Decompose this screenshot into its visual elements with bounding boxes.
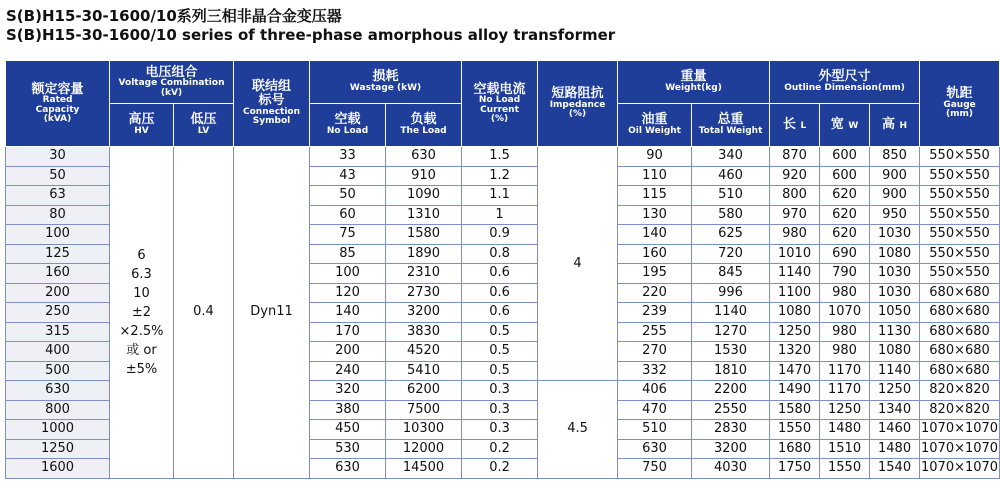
cell-gauge: 1070×1070 <box>920 420 1000 440</box>
cell-load: 630 <box>386 147 462 167</box>
cell-h: 1030 <box>870 225 920 245</box>
header-capacity: 额定容量 Rated Capacity (kVA) <box>6 61 110 147</box>
cell-total: 2550 <box>692 400 770 420</box>
cell-current: 0.5 <box>462 342 538 362</box>
cell-total: 720 <box>692 244 770 264</box>
cell-current: 0.2 <box>462 459 538 479</box>
header-total-weight: 总重 Total Weight <box>692 104 770 147</box>
cell-gauge: 550×550 <box>920 186 1000 206</box>
cell-w: 1170 <box>820 381 870 401</box>
header-connection: 联结组 标号 Connection Symbol <box>234 61 310 147</box>
header-oil-weight: 油重 Oil Weight <box>618 104 692 147</box>
cell-w: 980 <box>820 322 870 342</box>
cell-impedance-merged: 4.5 <box>538 381 618 479</box>
header-weight: 重量 Weight(kg) <box>618 61 770 104</box>
cell-current: 0.3 <box>462 400 538 420</box>
cell-gauge: 1070×1070 <box>920 459 1000 479</box>
cell-load: 14500 <box>386 459 462 479</box>
cell-gauge: 1070×1070 <box>920 439 1000 459</box>
cell-total: 1140 <box>692 303 770 323</box>
cell-current: 1.5 <box>462 147 538 167</box>
cell-h: 1030 <box>870 283 920 303</box>
cell-l: 920 <box>770 166 820 186</box>
cell-w: 620 <box>820 186 870 206</box>
header-width: 宽 W <box>820 104 870 147</box>
cell-current: 1.1 <box>462 186 538 206</box>
cell-gauge: 550×550 <box>920 225 1000 245</box>
table-body <box>6 147 1000 479</box>
cell-no-load: 380 <box>310 400 386 420</box>
cell-oil: 115 <box>618 186 692 206</box>
cell-no-load: 43 <box>310 166 386 186</box>
hv-line: 10 <box>133 285 150 301</box>
header-hv: 高压 HV <box>110 104 174 147</box>
cell-hv-merged <box>110 147 174 479</box>
cell-capacity: 400 <box>6 342 110 362</box>
cell-total: 2830 <box>692 420 770 440</box>
cell-w: 1250 <box>820 400 870 420</box>
cell-total: 1530 <box>692 342 770 362</box>
cell-oil: 630 <box>618 439 692 459</box>
cell-w: 980 <box>820 342 870 362</box>
cell-h: 1080 <box>870 342 920 362</box>
cell-h: 1540 <box>870 459 920 479</box>
cell-total: 340 <box>692 147 770 167</box>
cell-capacity: 80 <box>6 205 110 225</box>
cell-current: 0.8 <box>462 244 538 264</box>
cell-w: 600 <box>820 147 870 167</box>
cell-h: 1030 <box>870 264 920 284</box>
cell-h: 1480 <box>870 439 920 459</box>
cell-gauge: 680×680 <box>920 322 1000 342</box>
header-gauge: 轨距 Gauge (mm) <box>920 61 1000 147</box>
cell-current: 0.3 <box>462 420 538 440</box>
header-wastage: 损耗 Wastage (kW) <box>310 61 462 104</box>
cell-w: 790 <box>820 264 870 284</box>
cell-current: 0.6 <box>462 303 538 323</box>
cell-load: 1580 <box>386 225 462 245</box>
cell-h: 1140 <box>870 361 920 381</box>
cell-gauge: 550×550 <box>920 264 1000 284</box>
header-no-load: 空载 No Load <box>310 104 386 147</box>
cell-load: 1310 <box>386 205 462 225</box>
cell-oil: 130 <box>618 205 692 225</box>
cell-capacity: 1600 <box>6 459 110 479</box>
cell-gauge: 680×680 <box>920 303 1000 323</box>
cell-load: 2730 <box>386 283 462 303</box>
cell-capacity: 50 <box>6 166 110 186</box>
cell-l: 1580 <box>770 400 820 420</box>
cell-capacity: 800 <box>6 400 110 420</box>
cell-capacity: 125 <box>6 244 110 264</box>
cell-oil: 510 <box>618 420 692 440</box>
cell-capacity: 1000 <box>6 420 110 440</box>
cell-total: 510 <box>692 186 770 206</box>
cell-load: 7500 <box>386 400 462 420</box>
cell-no-load: 630 <box>310 459 386 479</box>
cell-total: 1270 <box>692 322 770 342</box>
cell-capacity: 160 <box>6 264 110 284</box>
cell-current: 0.5 <box>462 361 538 381</box>
cell-capacity: 500 <box>6 361 110 381</box>
cell-oil: 110 <box>618 166 692 186</box>
cell-load: 12000 <box>386 439 462 459</box>
hv-line: 或 or <box>126 342 157 358</box>
cell-l: 1080 <box>770 303 820 323</box>
cell-gauge: 820×820 <box>920 381 1000 401</box>
cell-w: 1170 <box>820 361 870 381</box>
cell-h: 850 <box>870 147 920 167</box>
cell-l: 1680 <box>770 439 820 459</box>
header-noload-current: 空载电流 No Load Current (%) <box>462 61 538 147</box>
cell-l: 1470 <box>770 361 820 381</box>
cell-load: 910 <box>386 166 462 186</box>
cell-l: 1140 <box>770 264 820 284</box>
cell-h: 900 <box>870 166 920 186</box>
cell-total: 460 <box>692 166 770 186</box>
cell-gauge: 820×820 <box>920 400 1000 420</box>
cell-capacity: 1250 <box>6 439 110 459</box>
cell-capacity: 63 <box>6 186 110 206</box>
header-impedance: 短路阻抗 Impedance (%) <box>538 61 618 147</box>
cell-oil: 470 <box>618 400 692 420</box>
cell-current: 0.6 <box>462 283 538 303</box>
cell-l: 1490 <box>770 381 820 401</box>
cell-oil: 750 <box>618 459 692 479</box>
cell-capacity: 630 <box>6 381 110 401</box>
cell-total: 580 <box>692 205 770 225</box>
title-english: S(B)H15-30-1600/10 series of three-phase amorphous alloy transformer <box>6 26 616 44</box>
cell-current: 0.3 <box>462 381 538 401</box>
cell-oil: 140 <box>618 225 692 245</box>
cell-load: 1890 <box>386 244 462 264</box>
cell-oil: 220 <box>618 283 692 303</box>
cell-load: 10300 <box>386 420 462 440</box>
cell-no-load: 200 <box>310 342 386 362</box>
header-length: 长 L <box>770 104 820 147</box>
cell-capacity: 250 <box>6 303 110 323</box>
cell-l: 1320 <box>770 342 820 362</box>
cell-lv-merged: 0.4 <box>174 147 234 479</box>
cell-total: 845 <box>692 264 770 284</box>
cell-oil: 270 <box>618 342 692 362</box>
cell-current: 0.9 <box>462 225 538 245</box>
cell-gauge: 550×550 <box>920 166 1000 186</box>
cell-gauge: 550×550 <box>920 244 1000 264</box>
cell-no-load: 75 <box>310 225 386 245</box>
cell-no-load: 320 <box>310 381 386 401</box>
cell-no-load: 120 <box>310 283 386 303</box>
cell-w: 620 <box>820 225 870 245</box>
cell-no-load: 85 <box>310 244 386 264</box>
cell-connection-merged: Dyn11 <box>234 147 310 479</box>
cell-w: 1550 <box>820 459 870 479</box>
cell-w: 1480 <box>820 420 870 440</box>
cell-capacity: 200 <box>6 283 110 303</box>
cell-l: 1750 <box>770 459 820 479</box>
cell-current: 1 <box>462 205 538 225</box>
cell-load: 6200 <box>386 381 462 401</box>
cell-w: 600 <box>820 166 870 186</box>
cell-oil: 239 <box>618 303 692 323</box>
cell-current: 0.2 <box>462 439 538 459</box>
cell-l: 1250 <box>770 322 820 342</box>
cell-current: 0.5 <box>462 322 538 342</box>
hv-line: ×2.5% <box>119 323 164 339</box>
header-lv: 低压 LV <box>174 104 234 147</box>
cell-h: 1130 <box>870 322 920 342</box>
cell-no-load: 60 <box>310 205 386 225</box>
cell-gauge: 550×550 <box>920 147 1000 167</box>
header-dimension: 外型尺寸 Outline Dimension(mm) <box>770 61 920 104</box>
cell-load: 3830 <box>386 322 462 342</box>
cell-no-load: 170 <box>310 322 386 342</box>
table-row <box>6 147 1000 167</box>
cell-h: 950 <box>870 205 920 225</box>
cell-w: 1510 <box>820 439 870 459</box>
cell-no-load: 33 <box>310 147 386 167</box>
cell-w: 620 <box>820 205 870 225</box>
cell-gauge: 680×680 <box>920 361 1000 381</box>
cell-w: 1070 <box>820 303 870 323</box>
cell-no-load: 140 <box>310 303 386 323</box>
cell-l: 980 <box>770 225 820 245</box>
cell-l: 870 <box>770 147 820 167</box>
hv-line: ±5% <box>125 361 158 377</box>
hv-line: ±2 <box>131 304 152 320</box>
cell-oil: 255 <box>618 322 692 342</box>
cell-total: 4030 <box>692 459 770 479</box>
spec-table <box>5 60 1000 479</box>
cell-gauge: 680×680 <box>920 283 1000 303</box>
cell-l: 1100 <box>770 283 820 303</box>
cell-gauge: 550×550 <box>920 205 1000 225</box>
cell-oil: 90 <box>618 147 692 167</box>
cell-no-load: 450 <box>310 420 386 440</box>
cell-total: 996 <box>692 283 770 303</box>
cell-total: 2200 <box>692 381 770 401</box>
cell-h: 1080 <box>870 244 920 264</box>
cell-load: 4520 <box>386 342 462 362</box>
cell-oil: 160 <box>618 244 692 264</box>
cell-h: 1250 <box>870 381 920 401</box>
cell-total: 625 <box>692 225 770 245</box>
cell-oil: 195 <box>618 264 692 284</box>
cell-impedance-merged: 4 <box>538 147 618 381</box>
cell-capacity: 30 <box>6 147 110 167</box>
hv-line: 6 <box>137 247 146 263</box>
cell-current: 1.2 <box>462 166 538 186</box>
cell-oil: 332 <box>618 361 692 381</box>
cell-no-load: 530 <box>310 439 386 459</box>
cell-no-load: 240 <box>310 361 386 381</box>
cell-load: 2310 <box>386 264 462 284</box>
cell-gauge: 680×680 <box>920 342 1000 362</box>
cell-h: 900 <box>870 186 920 206</box>
cell-h: 1340 <box>870 400 920 420</box>
cell-load: 1090 <box>386 186 462 206</box>
cell-l: 800 <box>770 186 820 206</box>
cell-h: 1050 <box>870 303 920 323</box>
cell-no-load: 100 <box>310 264 386 284</box>
cell-w: 690 <box>820 244 870 264</box>
cell-no-load: 50 <box>310 186 386 206</box>
cell-load: 5410 <box>386 361 462 381</box>
hv-line: 6.3 <box>131 266 152 282</box>
cell-l: 1550 <box>770 420 820 440</box>
cell-load: 3200 <box>386 303 462 323</box>
cell-capacity: 100 <box>6 225 110 245</box>
cell-capacity: 315 <box>6 322 110 342</box>
header-voltage: 电压组合 Voltage Combination (kV) <box>110 61 234 104</box>
header-height: 高 H <box>870 104 920 147</box>
cell-oil: 406 <box>618 381 692 401</box>
cell-total: 1810 <box>692 361 770 381</box>
cell-l: 970 <box>770 205 820 225</box>
cell-w: 980 <box>820 283 870 303</box>
cell-h: 1460 <box>870 420 920 440</box>
header-load: 负载 The Load <box>386 104 462 147</box>
cell-total: 3200 <box>692 439 770 459</box>
cell-l: 1010 <box>770 244 820 264</box>
title-chinese: S(B)H15-30-1600/10系列三相非晶合金变压器 <box>6 7 342 25</box>
cell-current: 0.6 <box>462 264 538 284</box>
